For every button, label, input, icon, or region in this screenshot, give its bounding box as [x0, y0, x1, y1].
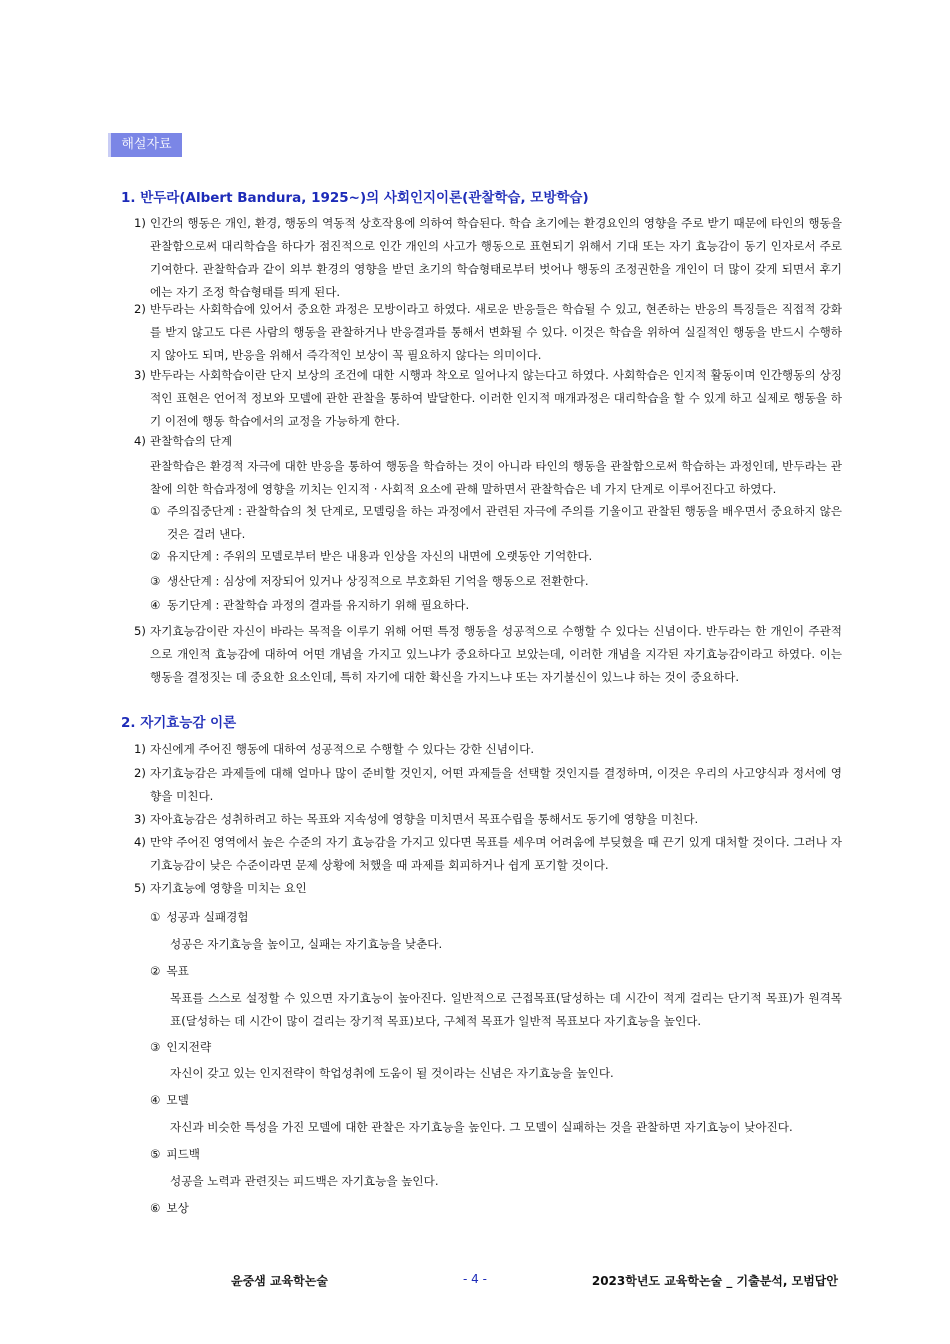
item-number: 4) — [134, 835, 146, 849]
factor-number: ③ — [150, 1040, 161, 1054]
item-number: 3) — [134, 368, 146, 382]
section1-item-3 — [134, 364, 842, 433]
factor-title: 보상 — [166, 1201, 189, 1215]
section1-item-5 — [134, 620, 842, 689]
stage-2 — [150, 545, 842, 568]
item-number: 5) — [134, 624, 146, 638]
factor-number: ④ — [150, 1093, 161, 1107]
item-number: 5) — [134, 881, 146, 895]
factor-number: ⑤ — [150, 1147, 161, 1161]
stage-4 — [150, 594, 842, 617]
factor-title: 모델 — [166, 1093, 189, 1107]
factor-5-heading — [150, 1143, 200, 1166]
page-number: - 4 - — [463, 1272, 487, 1286]
factor-3-body: 자신이 갖고 있는 인지전략이 학업성취에 도움이 될 것이라는 신념은 자기효능을 높인다. — [170, 1066, 614, 1080]
stage-text: 생산단계 : 심상에 저장되어 있거나 상징적으로 부호화된 기억을 행동으로 전환한다. — [167, 574, 589, 588]
section1-item-4 — [134, 430, 842, 453]
item-text: 만약 주어진 영역에서 높은 수준의 자기 효능감을 가지고 있다면 목표를 세우며 어려움에 부딪혔을 때 끈기 있게 대처할 것이다. 그러나 자기효능감이 낮은 수준이라면 문제 상황에 처했을 때 과제를 회피하거나 쉽게 포기할 것이다. — [150, 835, 842, 872]
factor-number: ② — [150, 964, 161, 978]
stage-intro: 관찰학습은 환경적 자극에 대한 반응을 통하여 행동을 학습하는 것이 아니라 타인의 행동을 관찰함으로써 학습하는 과정인데, 반두라는 관찰에 의한 학습과정에 영향을 끼치는 인지적 · 사회적 요소에 관해 말하면서 관찰학습은 네 가지 단계로 이루어진다고 하였다. — [150, 459, 842, 496]
item-text: 자신에게 주어진 행동에 대하여 성공적으로 수행할 수 있다는 강한 신념이다. — [150, 742, 535, 756]
stage-number: ① — [150, 504, 161, 518]
factor-number: ① — [150, 910, 161, 924]
stage-3 — [150, 570, 842, 593]
item-text: 자기효능에 영향을 미치는 요인 — [150, 881, 307, 895]
item-text: 관찰학습의 단계 — [150, 434, 233, 448]
item-number: 3) — [134, 812, 146, 826]
stage-text: 유지단계 : 주위의 모델로부터 받은 내용과 인상을 자신의 내면에 오랫동안 기억한다. — [167, 549, 593, 563]
factor-4-heading — [150, 1089, 189, 1112]
item-text: 자아효능감은 성취하려고 하는 목표와 지속성에 영향을 미치면서 목표수립을 통해서도 동기에 영향을 미친다. — [150, 812, 699, 826]
item-text: 인간의 행동은 개인, 환경, 행동의 역동적 상호작용에 의하여 학습된다. 학습 초기에는 환경요인의 영향을 주로 받기 때문에 타인의 행동을 관찰함으로써 대리학습을 하다가 점진적으로 인간 개인의 사고가 행동으로 표현되기 위해서 기대 또는 자기 효능감이 동기 인자로서 주로 기여한다. 관찰학습과 같이 외부 환경의 영향을 받던 초기의 학습형태로부터 벗어나 행동의 조정권한을 개인이 더 많이 갖게 되면서 후기에는 자기 조정 학습형태를 띄게 된다. — [150, 216, 842, 299]
item-text: 자기효능감이란 자신이 바라는 목적을 이루기 위해 어떤 특정 행동을 성공적으로 수행할 수 있다는 신념이다. 반두라는 한 개인이 주관적으로 개인적 효능감에 대하여 어떤 개념을 가지고 있느냐가 중요하다고 보았는데, 이러한 개념을 지각된 자기효능감이라고 하였다. 이는 행동을 결정짓는 데 중요한 요소인데, 특히 자기에 대한 확신을 가지느냐 또는 자기불신이 있느냐 하는 것이 중요하다. — [150, 624, 842, 684]
factor-6-heading — [150, 1197, 189, 1220]
factor-2-heading — [150, 960, 189, 983]
commentary-tag: 해설자료 — [111, 133, 182, 157]
item-number: 1) — [134, 742, 146, 756]
factor-title: 인지전략 — [166, 1040, 212, 1054]
item-number: 1) — [134, 216, 146, 230]
stage-number: ④ — [150, 598, 161, 612]
item-number: 2) — [134, 766, 146, 780]
factor-4-body: 자신과 비슷한 특성을 가진 모델에 대한 관찰은 자기효능을 높인다. 그 모델이 실패하는 것을 관찰하면 자기효능이 낮아진다. — [170, 1120, 793, 1134]
section2-item-1 — [134, 738, 842, 761]
section1-title: 1. 반두라(Albert Bandura, 1925~)의 사회인지이론(관찰학습, 모방학습) — [121, 190, 589, 206]
factor-title: 목표 — [166, 964, 189, 978]
section1-item-1 — [134, 212, 842, 304]
factor-1-body: 성공은 자기효능을 높이고, 실패는 자기효능을 낮춘다. — [170, 937, 443, 951]
section2-item-3 — [134, 808, 842, 831]
section2-item-5 — [134, 877, 842, 900]
factor-1-heading — [150, 906, 249, 929]
factor-number: ⑥ — [150, 1201, 161, 1215]
stage-number: ② — [150, 549, 161, 563]
footer-left: 윤중샘 교육학논술 — [231, 1274, 328, 1288]
factor-2-body: 목표를 스스로 설정할 수 있으면 자기효능이 높아진다. 일반적으로 근접목표(달성하는 데 시간이 적게 걸리는 단기적 목표)가 원격목표(달성하는 데 시간이 많이 걸리는 장기적 목표)보다, 구체적 목표가 일반적 목표보다 자기효능을 높인다. — [170, 991, 842, 1028]
stage-text: 주의집중단계 : 관찰학습의 첫 단계로, 모델링을 하는 과정에서 관련된 자극에 주의를 기울이고 관찰된 행동을 배우면서 중요하지 않은 것은 걸러 낸다. — [167, 504, 842, 541]
section2-item-4 — [134, 831, 842, 877]
section1-item-2 — [134, 298, 842, 367]
section2-item-2 — [134, 762, 842, 808]
stage-text: 동기단계 : 관찰학습 과정의 결과를 유지하기 위해 필요하다. — [167, 598, 470, 612]
factor-5-body: 성공을 노력과 관련짓는 피드백은 자기효능을 높인다. — [170, 1174, 439, 1188]
item-text: 반두라는 사회학습에 있어서 중요한 과정은 모방이라고 하였다. 새로운 반응들은 학습될 수 있고, 현존하는 반응의 특징들은 직접적 강화를 받지 않고도 다른 사람의 행동을 관찰하거나 반응결과를 통해서 변화될 수 있다. 이것은 학습을 위하여 실질적인 행동을 반드시 수행하지 않아도 되며, 반응을 위해서 즉각적인 보상이 꼭 필요하지 않다는 의미이다. — [150, 302, 842, 362]
factor-title: 피드백 — [166, 1147, 201, 1161]
section2-title: 2. 자기효능감 이론 — [121, 715, 237, 731]
factor-title: 성공과 실패경험 — [166, 910, 249, 924]
stage-number: ③ — [150, 574, 161, 588]
stage-1 — [150, 500, 842, 546]
item-text: 반두라는 사회학습이란 단지 보상의 조건에 대한 시행과 착오로 일어나지 않는다고 하였다. 사회학습은 인지적 활동이며 인간행동의 상징적인 표현은 언어적 정보와 모델에 관한 관찰을 통하여 발달한다. 이러한 인지적 매개과정은 대리학습을 할 수 있게 하고 실제로 행동을 하기 이전에 행동 학습에서의 교정을 가능하게 한다. — [150, 368, 842, 428]
factor-3-heading — [150, 1036, 211, 1059]
item-number: 4) — [134, 434, 146, 448]
footer-right: 2023학년도 교육학논술 _ 기출분석, 모범답안 — [591, 1274, 838, 1288]
item-number: 2) — [134, 302, 146, 316]
item-text: 자기효능감은 과제들에 대해 얼마나 많이 준비할 것인지, 어떤 과제들을 선택할 것인지를 결정하며, 이것은 우리의 사고양식과 정서에 영향을 미친다. — [150, 766, 842, 803]
